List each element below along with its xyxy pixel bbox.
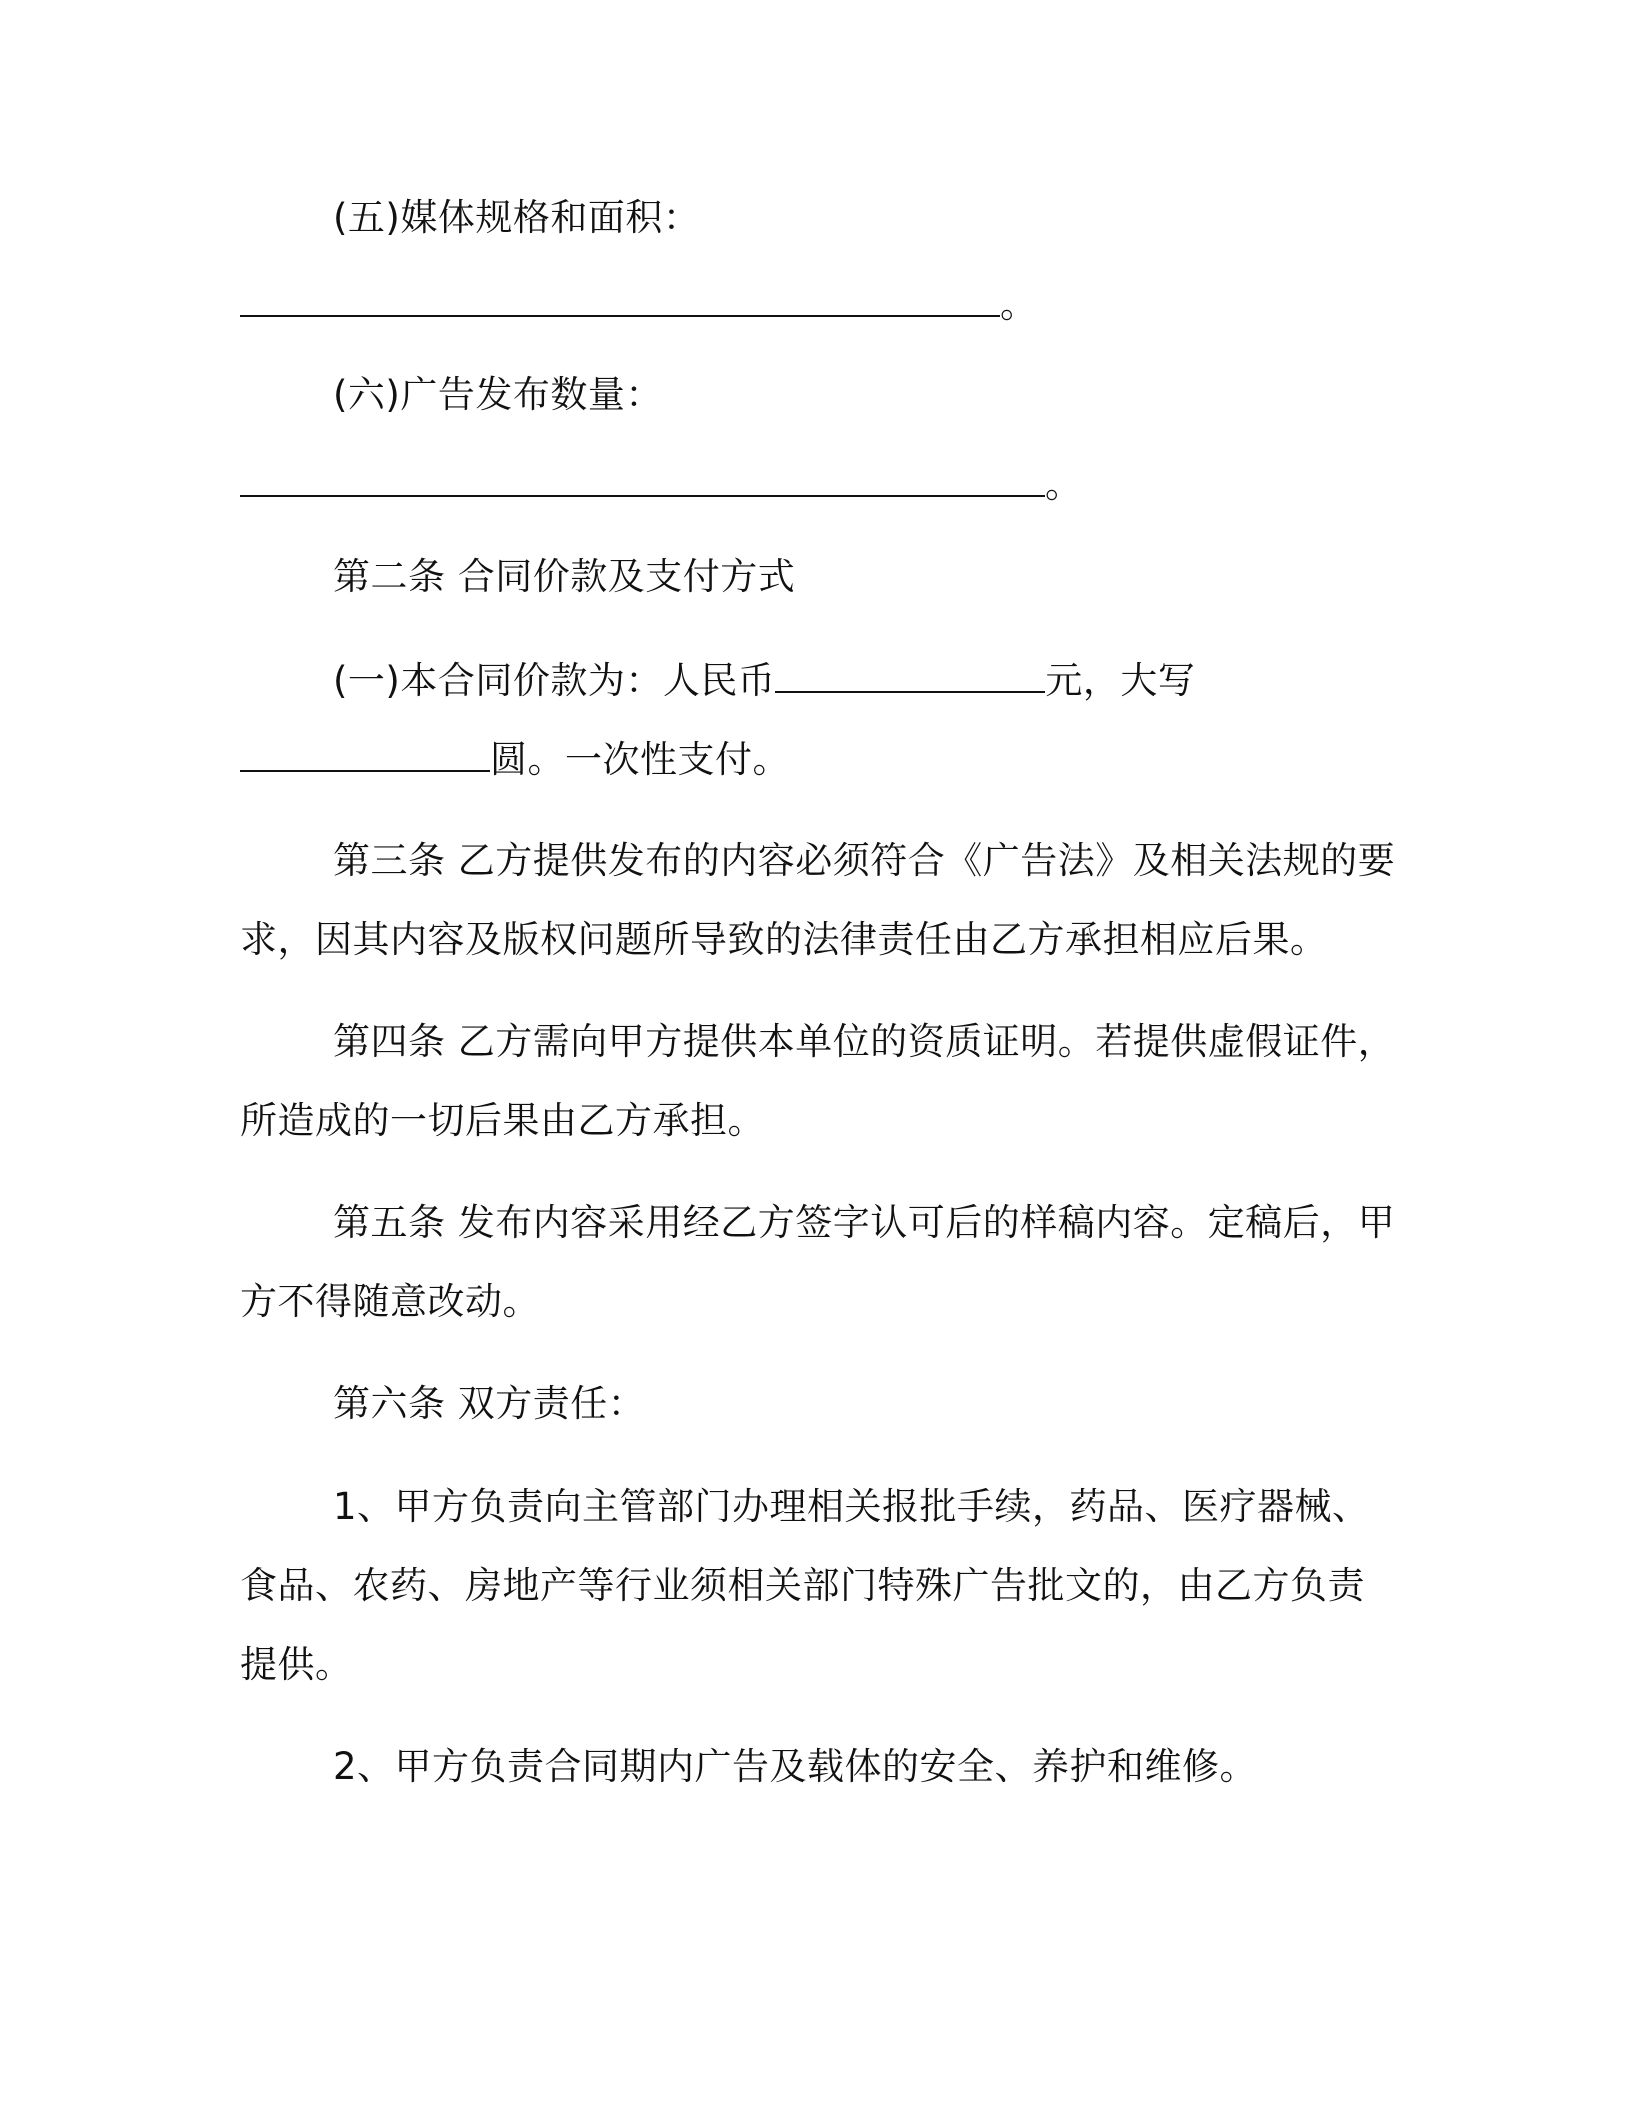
price-amount-blank[interactable]	[775, 657, 1045, 693]
article-6-item-1-line-2: 食品、农药、房地产等行业须相关部门特殊广告批文的，由乙方负责	[240, 1564, 1365, 1607]
article-5-line-2: 方不得随意改动。	[240, 1280, 540, 1323]
item-5-fill-line	[240, 280, 1038, 330]
article-3-line-2: 求，因其内容及版权问题所导致的法律责任由乙方承担相应后果。	[240, 918, 1328, 961]
price-words-blank[interactable]	[240, 736, 490, 772]
item-5-label: (五)媒体规格和面积：	[333, 196, 701, 239]
article-6-item-1-line-1: 1、甲方负责向主管部门办理相关报批手续，药品、医疗器械、	[333, 1485, 1370, 1528]
article-4-line-1: 第四条 乙方需向甲方提供本单位的资质证明。若提供虚假证件，	[333, 1020, 1396, 1063]
article-6-item-2: 2、甲方负责合同期内广告及载体的安全、养护和维修。	[333, 1745, 1258, 1788]
article-3-line-1: 第三条 乙方提供发布的内容必须符合《广告法》及相关法规的要	[333, 839, 1396, 882]
item-5-blank[interactable]	[240, 281, 1000, 317]
item-6-fill-line	[240, 460, 1083, 510]
article-5-line-1: 第五条 发布内容采用经乙方签字认可后的样稿内容。定稿后，甲	[333, 1201, 1396, 1244]
article-2-price-line	[333, 656, 1195, 706]
price-suffix: 圆。一次性支付。	[490, 738, 790, 781]
article-4-line-2: 所造成的一切后果由乙方承担。	[240, 1099, 765, 1142]
article-2-words-line	[240, 735, 790, 785]
item-6-label: (六)广告发布数量：	[333, 373, 663, 416]
item-5-period: 。	[1000, 283, 1038, 326]
price-middle: 元，大写	[1045, 659, 1196, 702]
article-2-title: 第二条 合同价款及支付方式	[333, 555, 796, 598]
item-6-blank[interactable]	[240, 461, 1045, 497]
article-6-title: 第六条 双方责任：	[333, 1382, 646, 1425]
article-6-item-1-line-3: 提供。	[240, 1643, 353, 1686]
item-6-period: 。	[1045, 463, 1083, 506]
price-prefix: (一)本合同价款为：人民币	[333, 659, 776, 702]
